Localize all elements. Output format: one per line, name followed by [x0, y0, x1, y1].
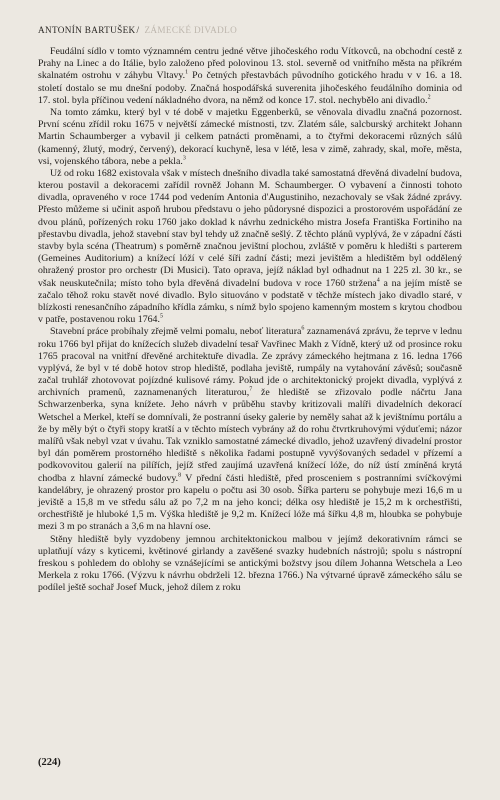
header-ghost-text: ZÁMECKÉ DIVADLO: [144, 25, 238, 35]
paragraph: Už od roku 1682 existovala však v místech dnešního divadla také samostatná dřevěná divadelní budova, kterou postavil a dekoracemi zařídil rovněž Johann M. Schaumberger. O vybavení a činnosti tohoto divadla, opraveného v roce 1744 pod vedením Antonia d'Augustiniho, nezachovaly se však žádné zprávy. Přesto můžeme si učinit aspoň hrubou představu o jeho půdorysné dispozici a prostorovém uspořádání ze dvou plánů, pořízených roku 1760 jako doklad k návrhu zednického mistra Josefa Františka Fortiniho na přestavbu divadla, jehož stavební stav byl tehdy už značně sešlý. Z těchto plánů vyplývá, že v západní části stavby byla scéna (Theatrum) s poměrně značnou jevištní plochou, zvláště v poměru k hledišti s parterem (Gemeines Auditorium) a knížecí lóží v celé šíři zadní části; mezi jevištěm a hledištěm byl oddělený ohražený prostor pro orchestr (Di Musici). Tato oprava, jejíž náklad byl odhadnut na 1 225 zl. 30 kr., se však neuskutečnila; místo toho byla dřevěná divadelní budova v roce 1760 stržena$^4$ a na jejím místě se začalo těhož roku stavět nové divadlo. Bylo situováno v podstatě v těchže místech jako divadlo staré, v blízkosti renesančního západního křídla zámku, s nímž bylo spojeno kamenným mostem s krytou chodbou v patře, postavenou roku 1764.$^5$: [38, 167, 462, 326]
paragraph: Feudální sídlo v tomto významném centru jedné větve jihočeského rodu Vítkovců, na obchodní cestě z Prahy na Linec a do Itálie, bylo založeno před polovinou 13. stol. severně od vnitřního města na příkrém skalnatém ostrohu v záhybu Vltavy.$^1$ Po četných přestavbách původního gotického hradu v v 16. a 18. století dostalo se mu dnešní podoby. Značná hospodářská suverenita jihočeského feudálního dominia od 17. stol. byla příčinou vedení nákladného dvora, na němž od konce 17. stol. nechybělo ani divadlo.$^2$: [38, 46, 462, 106]
footnote-ref: 4: [376, 277, 380, 284]
footnote-ref: 2: [427, 94, 431, 101]
page-number: (224): [38, 757, 61, 768]
footnote-ref: 3: [182, 155, 186, 162]
running-header: [38, 22, 462, 38]
footnote-ref: 1: [185, 70, 189, 77]
paragraph: Na tomto zámku, který byl v té době v majetku Eggenberků, se věnovala divadlu značná pozornost. První scénu zřídil roku 1675 v největší zámecké místnosti, tzv. Zlatém sále, salcburský architekt Johann Martin Schaumberger a vybavil ji celkem patnácti proměnami, a to čtyřmi dekoracemi různých sálů (kamenný, žlutý, modrý, červený), dekorací kuchyně, lesa v létě, lesa v zimě, zahrady, skal, moře, města, vsi, vojenského tábora, nebe a pekla.$^3$: [38, 106, 462, 167]
header-separator: /: [136, 25, 140, 35]
footnote-ref: 6: [301, 326, 305, 333]
body-text: [38, 46, 462, 594]
paragraph: Stěny hlediště byly vyzdobeny jemnou architektonickou malbou v jejímž dekorativním rámci se uplatňují vázy s kyticemi, květinové girlandy a zavěšené svazky hudebních nástrojů; spolu s nástropní freskou s pohledem do oblohy se vznášejícími se antickými božstvy jsou dílem Johanna Wetschela a Leo Merkela z roku 1766. (Výzvu k návrhu obdrželi 12. března 1766.) Na výtvarné úpravě zámeckého sálu se podílel ještě sochař Josef Muck, jehož dílem z roku: [38, 533, 462, 594]
footnote-ref: 7: [249, 386, 253, 393]
header-author: ANTONÍN BARTUŠEK: [38, 25, 136, 35]
footnote-ref: 8: [178, 472, 182, 479]
paragraph: Stavební práce probíhaly zřejmě velmi pomalu, neboť literatura$^6$ zaznamenává zprávu, že teprve v lednu roku 1766 byl přijat do knížecích služeb divadelní tesař Vavřinec Makh z Vídně, který už od prosince roku 1765 pracoval na vnitřní dřevěné architektuře divadla. Ze zprávy zámeckého hejtmana z 16. ledna 1766 vyplývá, že byl v té době hotov strop hlediště, podlaha jeviště, rumpály na vytahování závěsů; současně začal truhlář zhotovovat pojízdné kulisové rámy. Pokud jde o architektonický projekt divadla, vyplývá z archivních pramenů, zaznamenaných literaturou,$^7$ že hlediště se zřizovalo podle náčrtu Jana Schwarzenberka, syna knížete. Jeho návrh v průběhu stavby kritizovali malíři divadelních dekorací Wetschel a Merkel, kteří se domnívali, že postranní úseky galerie by neměly sahat až k jevištnímu portálu a že by měly být o čtyři stopy kratší a v těchto místech vybrány až do rohu čtvrtkruhovými výduťemi; názor malířů však nebyl vzat v úvahu. Tak vzniklo samostatné zámecké divadlo, jehož uzavřený divadelní prostor byl dán poměrem prostorného hlediště s několika řadami postupně vyvýšovaných sedadel v přízemí a podkovovitou galerií na pilířích, jejíž střed zaujímá uzavřená knížecí lóže, do níž ústí zmíněná krytá chodba z hlavní zámecké budovy.$^8$ V přední části hlediště, před prosceniem s postranními svíčkovými kandelábry, je ohrazený prostor pro kapelu o počtu asi 30 osob. Šířka parteru se pohybuje mezi 16,6 m u jeviště a 15,8 m ve středu sálu až po 7,2 m na jeho konci; délka osy hlediště je 15,2 m k orchestřišti, orchestřiště je hluboké 1,5 m. Výška hlediště je 9,2 m. Knížecí lóže má šířku 4,8 m, hloubka se pohybuje mezi 3 m po stranách a 3,6 m na hlavní ose.: [38, 326, 463, 533]
footnote-ref: 5: [159, 313, 163, 320]
